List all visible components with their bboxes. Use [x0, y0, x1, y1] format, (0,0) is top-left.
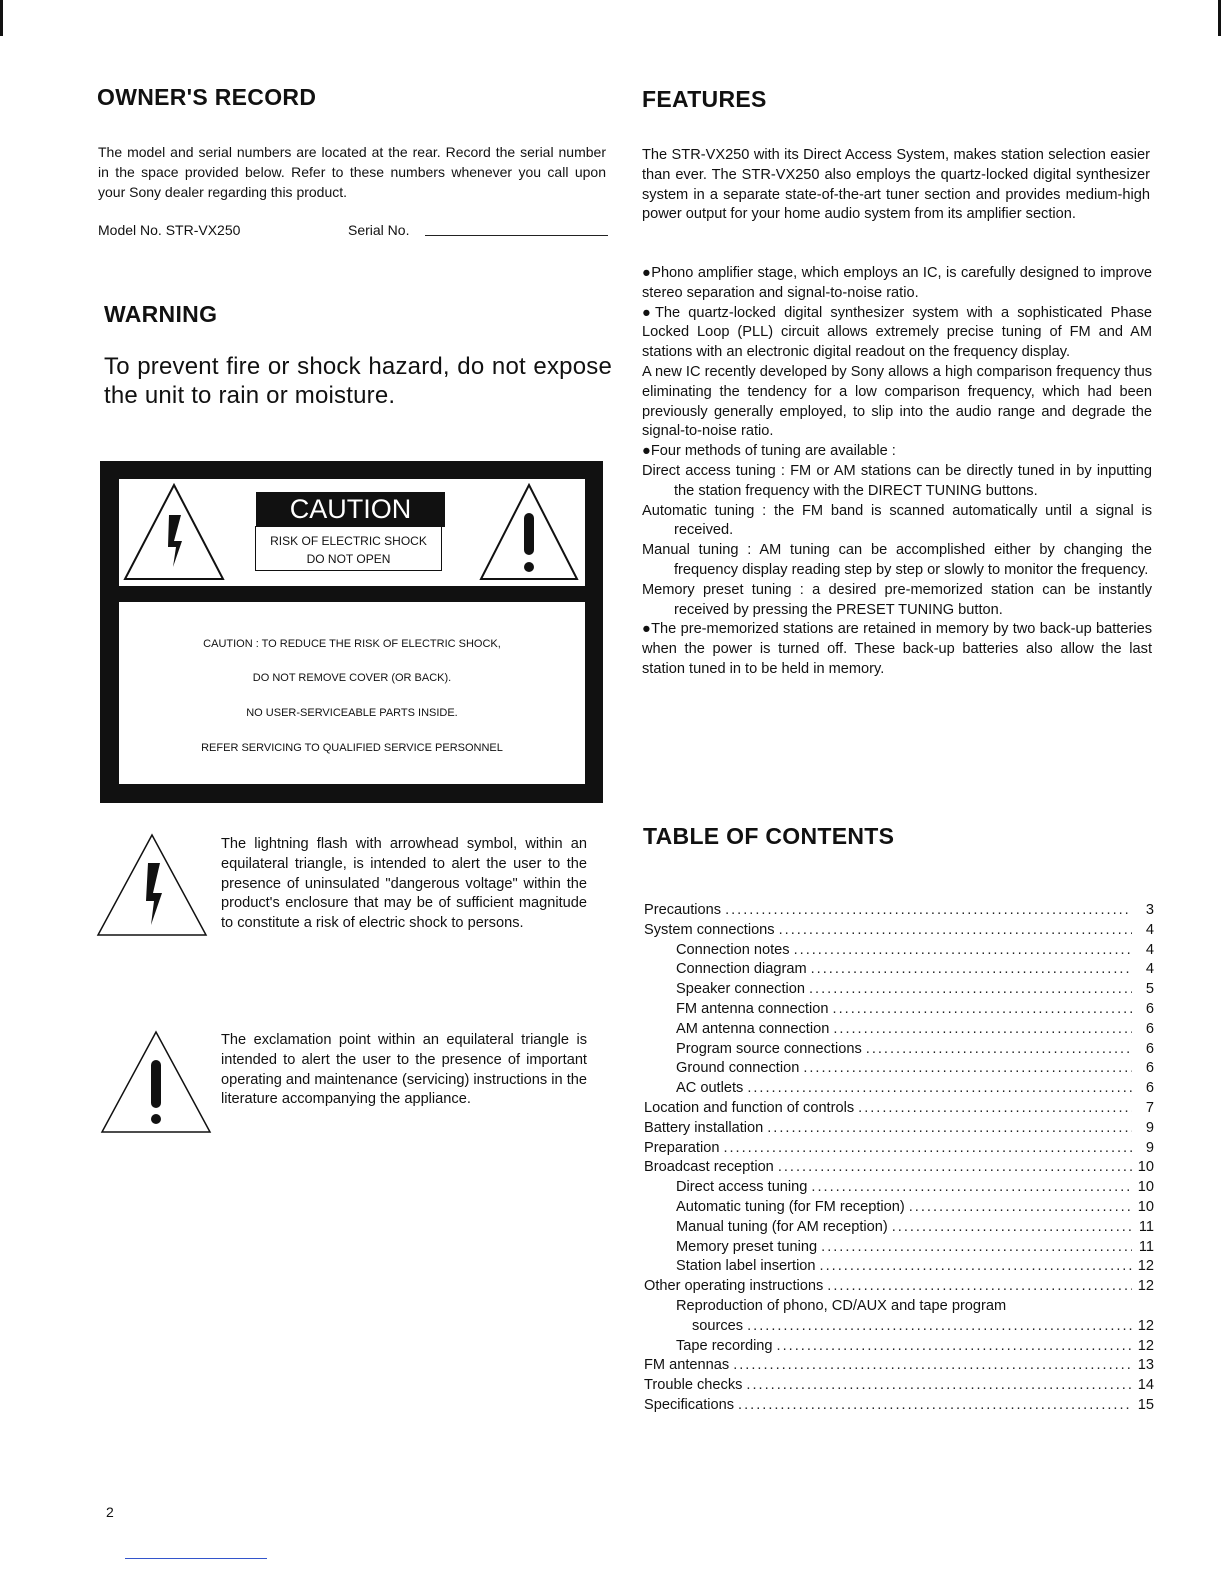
caution-risk-box	[255, 526, 442, 571]
toc-page: 13	[1137, 1357, 1154, 1374]
toc-label: Automatic tuning (for FM reception)	[676, 1198, 905, 1215]
caution-instruction-1: CAUTION : TO REDUCE THE RISK OF ELECTRIC SHOCK,	[203, 638, 501, 650]
toc-page: 6	[1145, 1040, 1154, 1057]
model-number: Model No. STR-VX250	[98, 222, 241, 238]
toc-page: 15	[1137, 1396, 1154, 1413]
feature-tuning-methods: ●Four methods of tuning are available :	[642, 443, 896, 460]
toc-entry	[644, 1257, 1154, 1277]
toc-label: AC outlets	[676, 1080, 744, 1097]
toc-page: 3	[1145, 902, 1154, 918]
toc-label: sources	[692, 1317, 744, 1334]
caution-instructions	[119, 602, 585, 784]
toc-entry	[644, 1178, 1154, 1198]
toc-page: 9	[1145, 1119, 1154, 1136]
warning-heading: WARNING	[104, 301, 218, 327]
toc-page: 9	[1145, 1139, 1154, 1156]
left-edge-mark	[0, 0, 3, 36]
toc-page: 12	[1137, 1317, 1154, 1334]
caution-title: CAUTION	[256, 492, 445, 527]
toc-label: Trouble checks	[644, 1377, 743, 1394]
toc-page: 6	[1145, 1020, 1154, 1037]
toc-label: Manual tuning (for AM reception)	[676, 1218, 888, 1235]
toc-label: Connection diagram	[676, 961, 807, 978]
feature-pll: ●The quartz-locked digital synthesizer system with a sophisticated Phase Locked Loop (PLL) circuit allows extremely precise tuning of FM and AM stations with an electronic digital readout on the frequency display.	[642, 304, 1152, 361]
toc-entry	[644, 1238, 1154, 1258]
toc-entry	[644, 1297, 1154, 1317]
toc-label: Speaker connection	[676, 981, 805, 998]
toc-page: 10	[1137, 1198, 1154, 1215]
toc-page: 4	[1145, 921, 1154, 938]
lightning-symbol-icon	[96, 833, 208, 937]
method-direct: Direct access tuning : FM or AM stations can be directly tuned in by inputting the station frequency with the DIRECT TUNING buttons.	[642, 462, 1152, 499]
toc-label: Location and function of controls	[644, 1099, 855, 1116]
toc-label: Other operating instructions	[644, 1278, 824, 1295]
toc-entry	[644, 941, 1154, 961]
feature-phono: ●Phono amplifier stage, which employs an IC, is carefully designed to improve stereo separation and signal-to-noise ratio.	[642, 265, 1152, 301]
lightning-triangle-icon	[119, 483, 229, 583]
toc-page: 12	[1137, 1258, 1154, 1275]
toc-label: Reproduction of phono, CD/AUX and tape program	[676, 1297, 1007, 1314]
toc-label: System connections	[644, 921, 775, 938]
toc-entry	[644, 1099, 1154, 1119]
toc-page: 11	[1138, 1218, 1154, 1235]
toc-page: 6	[1145, 1080, 1154, 1097]
toc-page: 4	[1145, 941, 1154, 958]
bottom-rule	[125, 1558, 267, 1559]
toc-entry	[644, 980, 1154, 1000]
toc-page: 4	[1145, 961, 1154, 978]
toc-label: Broadcast reception	[644, 1159, 774, 1176]
toc-page: 7	[1145, 1099, 1154, 1116]
feature-backup: ●The pre-memorized stations are retained in memory by two back-up batteries when the power is turned off. These back-up batteries also allow the last station tuned in to be held in memory.	[642, 621, 1152, 677]
right-edge-mark	[1218, 0, 1221, 36]
caution-instruction-4: REFER SERVICING TO QUALIFIED SERVICE PERSONNEL	[201, 742, 503, 754]
toc-page: 12	[1137, 1278, 1154, 1295]
toc-label: Memory preset tuning	[676, 1238, 818, 1255]
toc-entry	[644, 1198, 1154, 1218]
warning-text: To prevent fire or shock hazard, do not expose the unit to rain or moisture.	[104, 353, 612, 409]
toc-label: Direct access tuning	[676, 1179, 808, 1196]
toc-label: Preparation	[644, 1139, 720, 1156]
toc-entry	[644, 1079, 1154, 1099]
toc-entry	[644, 1277, 1154, 1297]
toc-label: Program source connections	[676, 1040, 862, 1057]
method-automatic: Automatic tuning : the FM band is scanned automatically until a signal is received.	[642, 502, 1152, 539]
toc-entry	[644, 1337, 1154, 1357]
toc-entry	[644, 960, 1154, 980]
toc-entry	[644, 1376, 1154, 1396]
toc-page: 11	[1138, 1238, 1154, 1255]
feature-ic: A new IC recently developed by Sony allows a high comparison frequency thus eliminating the tendency for a low comparison frequency, which had been previously generally employed, to slip into the audio range and degrade the signal-to-noise ratio.	[642, 363, 1152, 440]
toc-page: 12	[1137, 1337, 1154, 1354]
toc-entry	[644, 1396, 1154, 1416]
exclamation-symbol-icon	[100, 1030, 212, 1134]
toc-label: Battery installation	[644, 1119, 764, 1136]
features-list	[642, 264, 1152, 680]
owners-record-heading: OWNER'S RECORD	[97, 84, 317, 110]
method-manual: Manual tuning : AM tuning can be accomplished either by changing the frequency display reading step by step or slowly to monitor the frequency.	[642, 542, 1152, 578]
toc-heading: TABLE OF CONTENTS	[643, 823, 895, 849]
risk-line-2: DO NOT OPEN	[306, 552, 391, 566]
toc-label: FM antennas	[644, 1357, 730, 1374]
exclamation-symbol-text: The exclamation point within an equilateral triangle is intended to alert the user to the presence of important operating and maintenance (servicing) instructions in the literature accompanying the appliance.	[221, 1032, 587, 1108]
toc-label: Specifications	[644, 1396, 735, 1413]
serial-number-label: Serial No.	[348, 222, 410, 238]
toc-label: Station label insertion	[676, 1258, 816, 1275]
toc-entry	[644, 1158, 1154, 1178]
toc-entry	[644, 1000, 1154, 1020]
toc-entry	[644, 1119, 1154, 1139]
toc-page: 10	[1137, 1159, 1154, 1176]
risk-line-1: RISK OF ELECTRIC SHOCK	[270, 534, 427, 548]
toc-page: 6	[1145, 1060, 1154, 1077]
toc-list	[644, 901, 1154, 1416]
toc-page: 14	[1137, 1377, 1154, 1394]
caution-instruction-2: DO NOT REMOVE COVER (OR BACK).	[252, 672, 452, 684]
method-memory: Memory preset tuning : a desired pre-memorized station can be instantly received by pressing the PRESET TUNING button.	[642, 581, 1152, 618]
lightning-symbol-text: The lightning flash with arrowhead symbol, within an equilateral triangle, is intended to alert the user to the presence of uninsulated "dangerous voltage" within the product's enclosure that may be of sufficient magnitude to constitute a risk of electric shock to persons.	[221, 836, 587, 932]
toc-entry	[644, 921, 1154, 941]
toc-label: Tape recording	[676, 1337, 773, 1354]
toc-entry	[644, 1139, 1154, 1159]
toc-label: Connection notes	[676, 941, 790, 958]
toc-label: FM antenna connection	[676, 1000, 829, 1017]
toc-entry	[644, 1218, 1154, 1238]
toc-page: 5	[1145, 981, 1154, 998]
toc-entry	[644, 1059, 1154, 1079]
toc-label: Precautions	[644, 902, 722, 918]
toc-page: 10	[1137, 1179, 1154, 1196]
toc-entry	[644, 901, 1154, 921]
toc-entry	[644, 1317, 1154, 1337]
page-number: 2	[106, 1504, 114, 1520]
exclamation-triangle-icon	[477, 483, 581, 583]
caution-instruction-3: NO USER-SERVICEABLE PARTS INSIDE.	[246, 707, 458, 719]
toc-entry	[644, 1040, 1154, 1060]
toc-label: AM antenna connection	[676, 1020, 830, 1037]
serial-number-blank	[425, 235, 608, 236]
features-heading: FEATURES	[642, 86, 767, 112]
features-intro: The STR-VX250 with its Direct Access System, makes station selection easier than ever. The STR-VX250 also employs the quartz-locked digital synthesizer system in a separate state-of-the-art tuner section and provides medium-high power output for your home audio system from its amplifier section.	[642, 147, 1150, 223]
toc-entry	[644, 1020, 1154, 1040]
toc-entry	[644, 1356, 1154, 1376]
toc-label: Ground connection	[676, 1060, 800, 1077]
owners-record-text: The model and serial numbers are located at the rear. Record the serial number in the space provided below. Refer to these numbers whenever you call upon your Sony dealer regarding this product.	[98, 144, 606, 200]
toc-page: 6	[1145, 1000, 1154, 1017]
